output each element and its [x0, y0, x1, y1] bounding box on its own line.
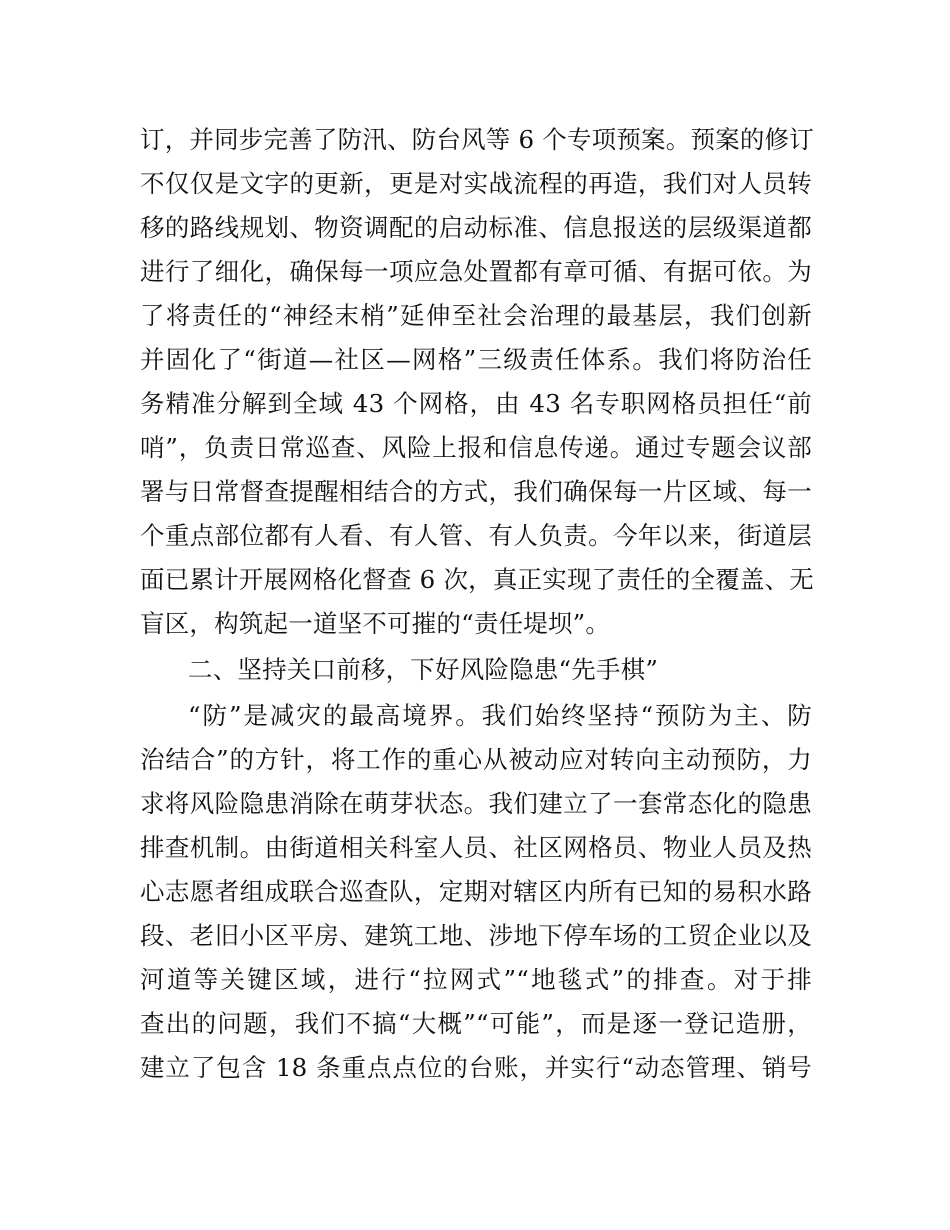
body-text-line: 并固化了“街道—社区—网格”三级责任体系。我们将防治任 — [140, 345, 812, 374]
body-text-line: 哨”，负责日常巡查、风险上报和信息传递。通过专题会议部 — [140, 433, 812, 462]
body-text-line: 河道等关键区域，进行“拉网式”“地毯式”的排查。对于排 — [140, 965, 812, 994]
body-text-line: 治结合”的方针，将工作的重心从被动应对转向主动预防，力 — [140, 745, 812, 774]
body-text-line: 心志愿者组成联合巡查队，定期对辖区内所有已知的易积水路 — [140, 877, 812, 906]
body-text-line: 段、老旧小区平房、建筑工地、涉地下停车场的工贸企业以及 — [140, 921, 812, 950]
section-heading: 二、坚持关口前移，下好风险隐患“先手棋” — [188, 655, 659, 684]
body-text-line: 订，并同步完善了防汛、防台风等 6 个专项预案。预案的修订 — [140, 125, 814, 154]
body-text-line: 进行了细化，确保每一项应急处置都有章可循、有据可依。为 — [140, 257, 812, 286]
body-text-line: 面已累计开展网格化督查 6 次，真正实现了责任的全覆盖、无 — [140, 565, 814, 594]
body-text-line: 求将风险隐患消除在萌芽状态。我们建立了一套常态化的隐患 — [140, 789, 812, 818]
body-text-line: 查出的问题，我们不搞“大概”“可能”，而是逐一登记造册， — [140, 1009, 812, 1038]
body-text-line: 务精准分解到全域 43 个网格，由 43 名专职网格员担任“前 — [140, 389, 812, 418]
body-text-line: 盲区，构筑起一道坚不可摧的“责任堤坝”。 — [140, 609, 611, 638]
body-text-line: 建立了包含 18 条重点点位的台账，并实行“动态管理、销号 — [140, 1053, 812, 1082]
body-text-line: 个重点部位都有人看、有人管、有人负责。今年以来，街道层 — [140, 521, 812, 550]
body-text-line: 了将责任的“神经末梢”延伸至社会治理的最基层，我们创新 — [140, 301, 812, 330]
body-text-line: 移的路线规划、物资调配的启动标准、信息报送的层级渠道都 — [140, 213, 812, 242]
body-text-line: 署与日常督查提醒相结合的方式，我们确保每一片区域、每一 — [140, 477, 812, 506]
body-text-line: 排查机制。由街道相关科室人员、社区网格员、物业人员及热 — [140, 833, 812, 862]
body-text-line: 不仅仅是文字的更新，更是对实战流程的再造，我们对人员转 — [140, 169, 812, 198]
body-text-line: “防”是减灾的最高境界。我们始终坚持“预防为主、防 — [188, 701, 812, 730]
